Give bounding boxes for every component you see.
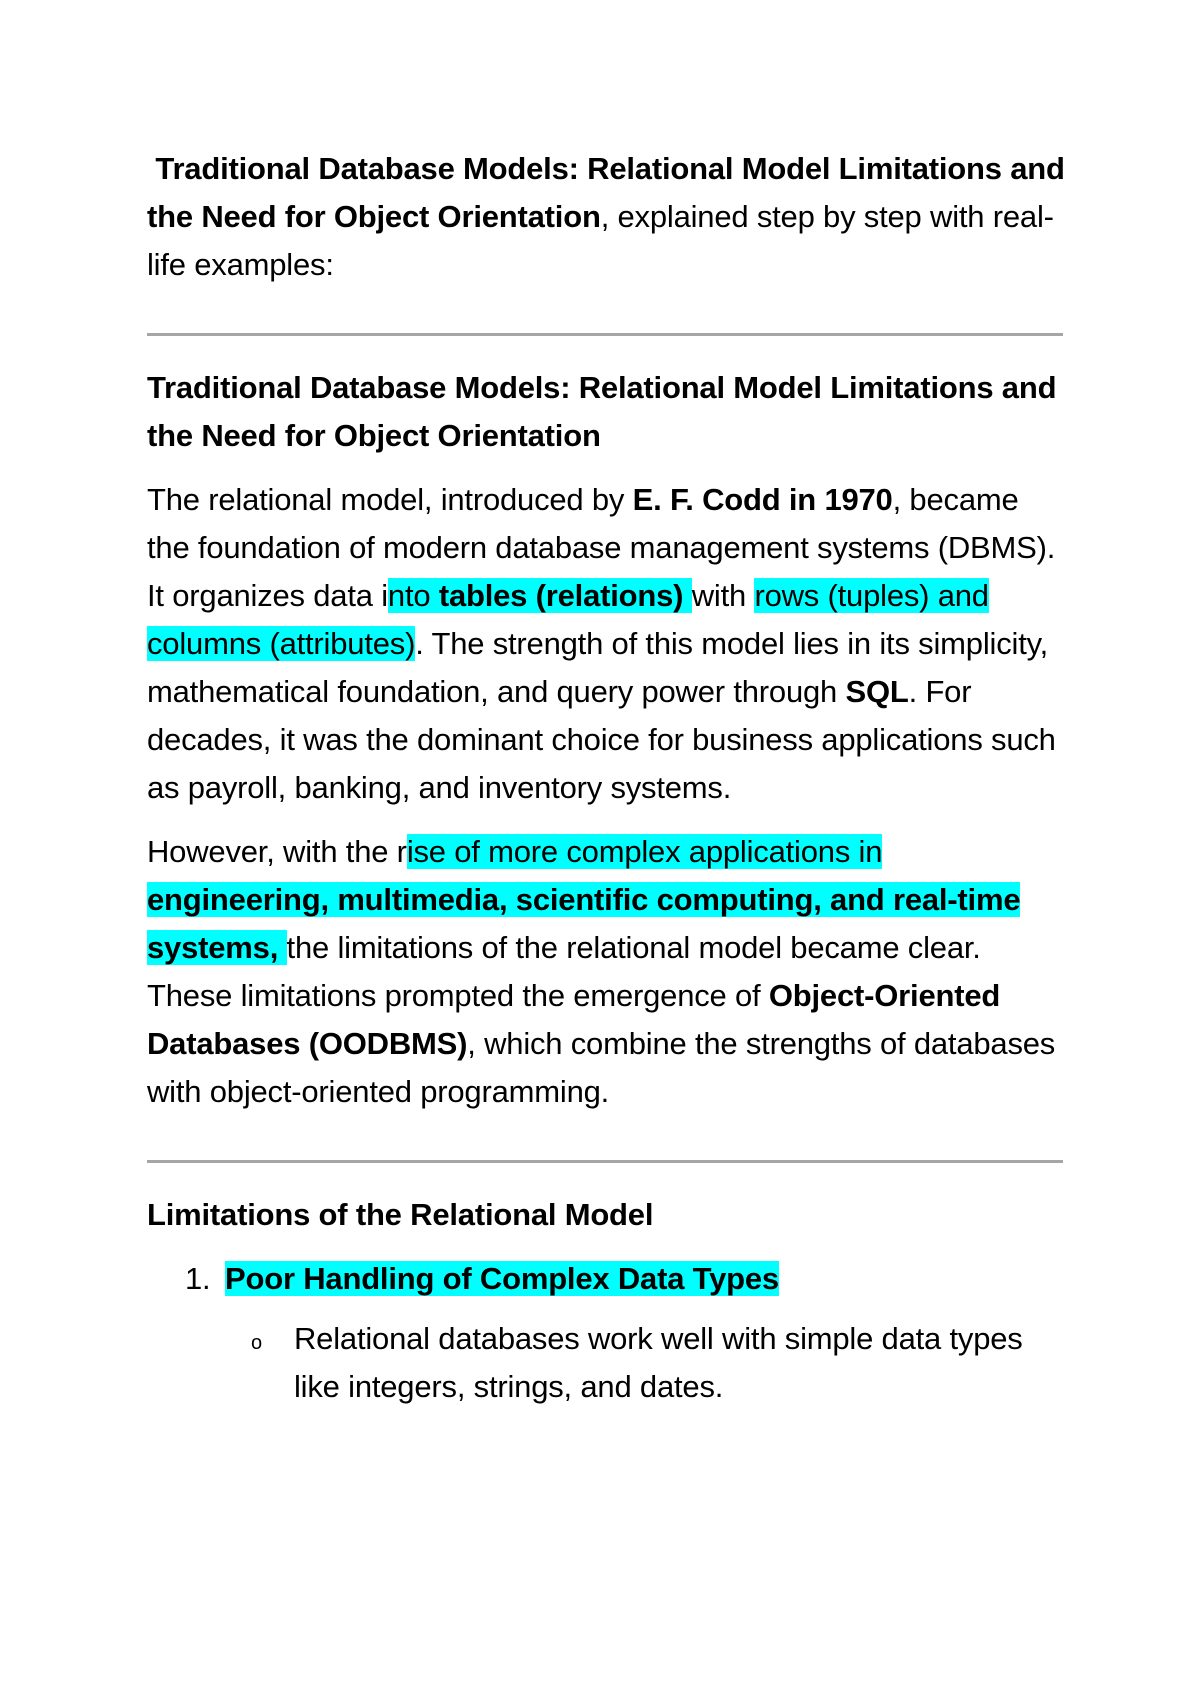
paragraph-limitations-emerged bbox=[147, 828, 1067, 1116]
sub-list-item bbox=[147, 1315, 1067, 1411]
list-item bbox=[147, 1255, 1067, 1303]
divider bbox=[147, 333, 1063, 336]
highlight-text: rows (tuples) and columns (attributes) bbox=[147, 578, 989, 661]
highlight-bold-text: tables (relations) bbox=[438, 578, 692, 613]
text-run: , which combine the strengths of databases with object-oriented programming. bbox=[147, 1026, 1056, 1109]
bold-text: Object-Oriented Databases (OODBMS) bbox=[147, 978, 1001, 1061]
text-run: The relational model, introduced by bbox=[147, 482, 633, 517]
paragraph-relational-model bbox=[147, 476, 1067, 812]
sub-list-text: Relational databases work well with simple data types like integers, strings, and dates. bbox=[294, 1321, 1023, 1404]
section-heading: Limitations of the Relational Model bbox=[147, 1197, 654, 1232]
text-run: the limitations of the relational model became clear. These limitations prompted the emergence of bbox=[147, 930, 981, 1013]
text-run: , became the foundation of modern database management systems (DBMS). It organizes data i bbox=[147, 482, 1056, 613]
list-item-title: Poor Handling of Complex Data Types bbox=[225, 1261, 779, 1296]
section-heading: Traditional Database Models: Relational Model Limitations and the Need for Object Orientation bbox=[147, 370, 1057, 453]
text-run: . The strength of this model lies in its simplicity, mathematical foundation, and query power through bbox=[147, 626, 1049, 709]
document-body bbox=[147, 145, 1067, 1411]
intro-title: Traditional Database Models: Relational Model Limitations and the Need for Object Orientation bbox=[147, 151, 1065, 234]
text-run: with bbox=[691, 578, 755, 613]
list-number: 1. bbox=[185, 1261, 211, 1296]
highlight-bold-text: engineering, multimedia, scientific computing, and real-time systems, bbox=[147, 882, 1021, 965]
intro-paragraph bbox=[147, 145, 1067, 289]
intro-title-rest: , explained step by step with real-life examples: bbox=[147, 199, 1054, 282]
text-run: . For decades, it was the dominant choice for business applications such as payroll, banking, and inventory systems. bbox=[147, 674, 1056, 805]
bullet-marker: o bbox=[251, 1332, 262, 1354]
bold-text: SQL bbox=[845, 674, 909, 709]
highlight-text: ise of more complex applications in bbox=[406, 834, 883, 869]
bold-text: E. F. Codd in 1970 bbox=[632, 482, 893, 517]
divider bbox=[147, 1160, 1063, 1163]
highlight-text: nto bbox=[387, 578, 439, 613]
highlight bbox=[388, 578, 692, 613]
text-run: However, with the r bbox=[147, 834, 407, 869]
